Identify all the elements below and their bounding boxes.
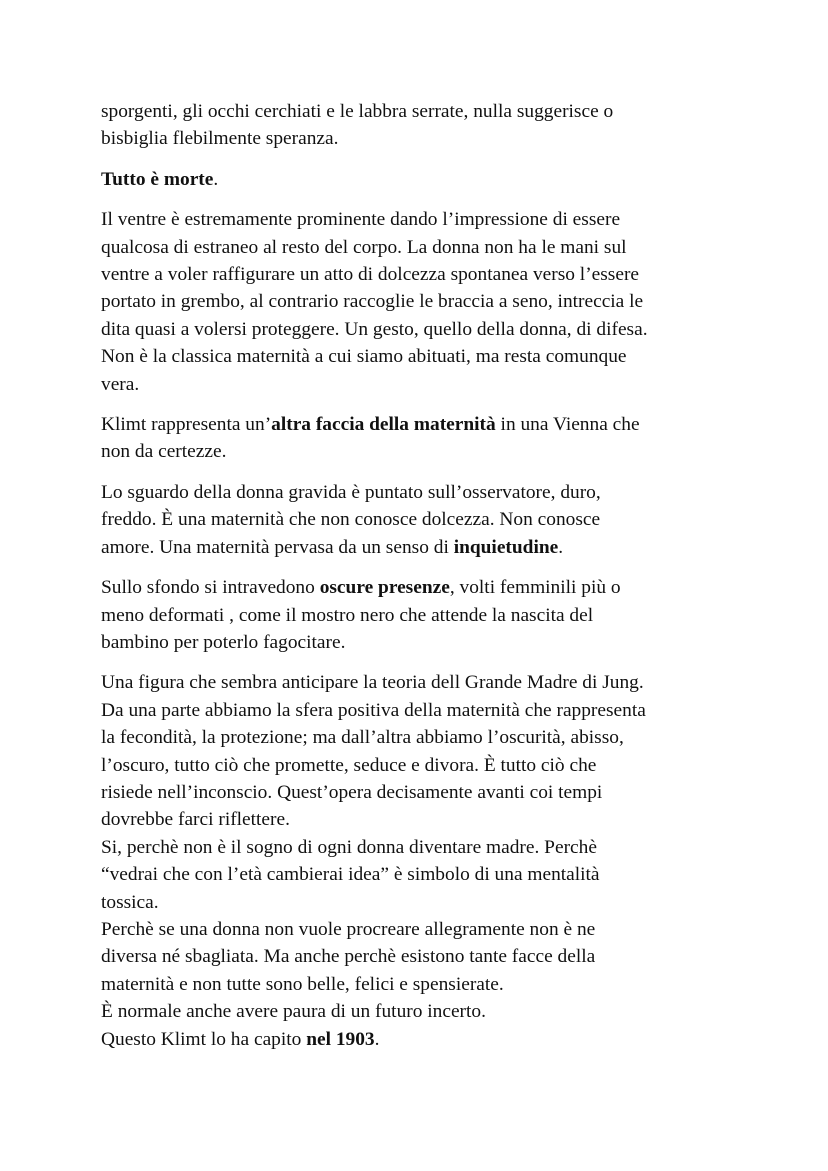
bold-phrase: nel 1903 (306, 1028, 375, 1050)
text-span: in una Vienna che (495, 414, 640, 436)
text-span: Klimt rappresenta un’ (101, 414, 272, 436)
text-line (101, 534, 741, 561)
text-line: Non è la classica maternità a cui siamo abituati, ma resta comunque (101, 346, 627, 368)
text-line (101, 1026, 741, 1053)
document-page (101, 98, 741, 1053)
text-line: dita quasi a volersi proteggere. Un gesto, quello della donna, di difesa. (101, 318, 648, 340)
paragraph-5 (101, 479, 741, 561)
text-line: ventre a voler raffigurare un atto di dolcezza spontanea verso l’essere (101, 264, 640, 286)
text-line: qualcosa di estraneo al resto del corpo. La donna non ha le mani sul (101, 236, 627, 258)
text-line: maternità e non tutte sono belle, felici e spensierate. (101, 973, 504, 995)
text-line: Perchè se una donna non vuole procreare allegramente non è ne (101, 918, 596, 940)
text-line: bambino per poterlo fagocitare. (101, 631, 346, 653)
paragraph-2 (101, 166, 741, 193)
text-line: Una figura che sembra anticipare la teoria dell Grande Madre di Jung. (101, 672, 644, 694)
text-line: diversa né sbagliata. Ma anche perchè esistono tante facce della (101, 946, 596, 968)
text-line: Il ventre è estremamente prominente dando l’impressione di essere (101, 209, 621, 231)
text-line: l’oscuro, tutto ciò che promette, seduce e divora. È tutto ciò che (101, 754, 597, 776)
text-line: Si, perchè non è il sogno di ogni donna diventare madre. Perchè (101, 836, 597, 858)
text-line: meno deformati , come il mostro nero che attende la nascita del (101, 604, 594, 626)
paragraph-3 (101, 206, 741, 398)
text-line: tossica. (101, 891, 159, 913)
text-line: vera. (101, 373, 140, 395)
text-line: risiede nell’inconscio. Quest’opera decisamente avanti coi tempi (101, 781, 603, 803)
punctuation: . (213, 168, 219, 190)
bold-phrase: altra faccia della maternità (271, 414, 496, 436)
bold-phrase: oscure presenze (319, 577, 450, 599)
punctuation: . (374, 1028, 380, 1050)
text-line: Lo sguardo della donna gravida è puntato sull’osservatore, duro, (101, 481, 601, 503)
text-line: dovrebbe farci riflettere. (101, 809, 290, 831)
text-span: Sullo sfondo si intravedono (101, 577, 320, 599)
text-line (101, 411, 741, 438)
bold-phrase: inquietudine (453, 536, 559, 558)
text-line: portato in grembo, al contrario raccoglie le braccia a seno, intreccia le (101, 291, 644, 313)
text-line: la fecondità, la protezione; ma dall’altra abbiamo l’oscurità, abisso, (101, 727, 624, 749)
text-line (101, 574, 741, 601)
paragraph-4 (101, 411, 741, 466)
text-line: freddo. È una maternità che non conosce dolcezza. Non conosce (101, 509, 601, 531)
text-span: Questo Klimt lo ha capito (101, 1028, 307, 1050)
text-line: “vedrai che con l’età cambierai idea” è simbolo di una mentalità (101, 864, 600, 886)
text-line: non da certezze. (101, 441, 227, 463)
text-line: bisbiglia flebilmente speranza. (101, 128, 339, 150)
text-line: Da una parte abbiamo la sfera positiva della maternità che rappresenta (101, 699, 646, 721)
text-line: È normale anche avere paura di un futuro incerto. (101, 1001, 486, 1023)
text-span: , volti femminili più o (449, 577, 621, 599)
text-line: sporgenti, gli occhi cerchiati e le labbra serrate, nulla suggerisce o (101, 101, 614, 122)
paragraph-6 (101, 574, 741, 656)
paragraph-7 (101, 669, 741, 1053)
text-line (101, 166, 741, 193)
bold-phrase: Tutto è morte (101, 168, 214, 190)
text-span: amore. Una maternità pervasa da un senso di (101, 536, 454, 558)
punctuation: . (558, 536, 564, 558)
paragraph-1 (101, 98, 741, 153)
